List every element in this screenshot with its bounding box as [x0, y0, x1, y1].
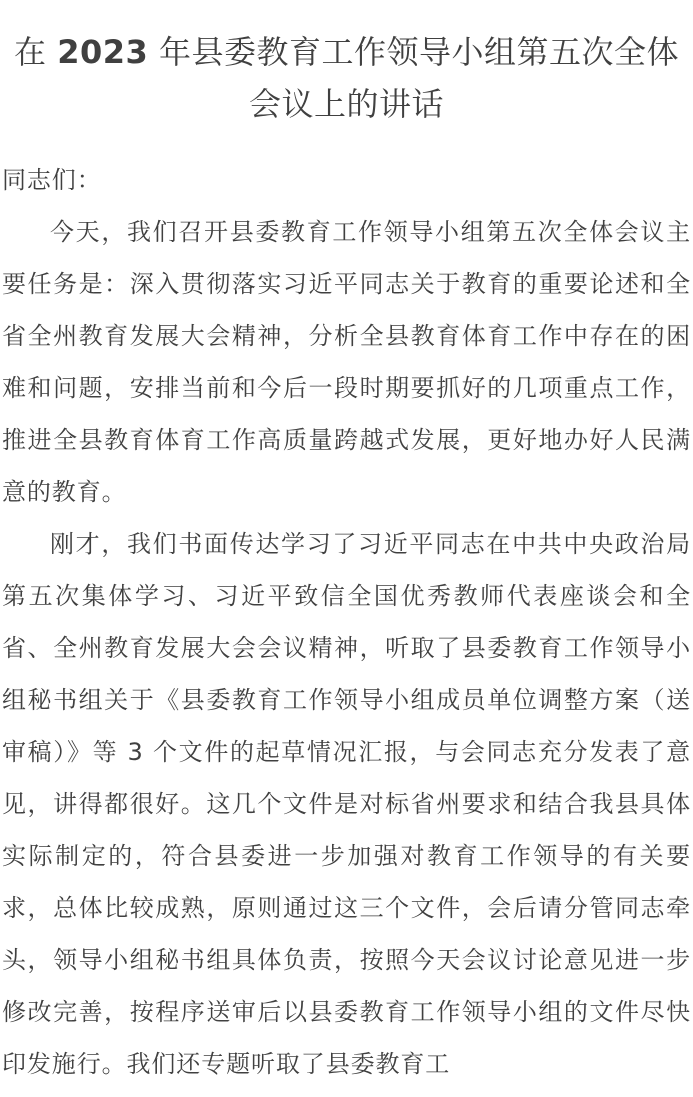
- document-title: [0, 0, 693, 130]
- salutation: 同志们：: [2, 166, 102, 194]
- title-suffix: 年县委教育工作领导小组第五次全体会议上的讲话: [148, 33, 679, 123]
- title-prefix: 在: [14, 33, 58, 71]
- paragraph-2: 刚才，我们书面传达学习了习近平同志在中共中央政治局第五次集体学习、习近平致信全国优秀教师代表座谈会和全省、全州教育发展大会会议精神，听取了县委教育工作领导小组秘书组关于《县委教育工作领导小组成员单位调整方案（送审稿）》等 3 个文件的起草情况汇报，与会同志充分发表了意见，讲得都很好。这几个文件是对标省州要求和结合我县具体实际制定的，符合县委进一步加强对教育工作领导的有关要求，总体比较成熟，原则通过这三个文件，会后请分管同志牵头，领导小组秘书组具体负责，按照今天会议讨论意见进一步修改完善，按程序送审后以县委教育工作领导小组的文件尽快印发施行。我们还专题听取了县委教育工: [2, 530, 691, 1078]
- title-year: 2023: [57, 33, 149, 71]
- paragraph-1: 今天，我们召开县委教育工作领导小组第五次全体会议主要任务是：深入贯彻落实习近平同志关于教育的重要论述和全省全州教育发展大会精神，分析全县教育体育工作中存在的困难和问题，安排当前和今后一段时期要抓好的几项重点工作，推进全县教育体育工作高质量跨越式发展，更好地办好人民满意的教育。: [2, 218, 691, 506]
